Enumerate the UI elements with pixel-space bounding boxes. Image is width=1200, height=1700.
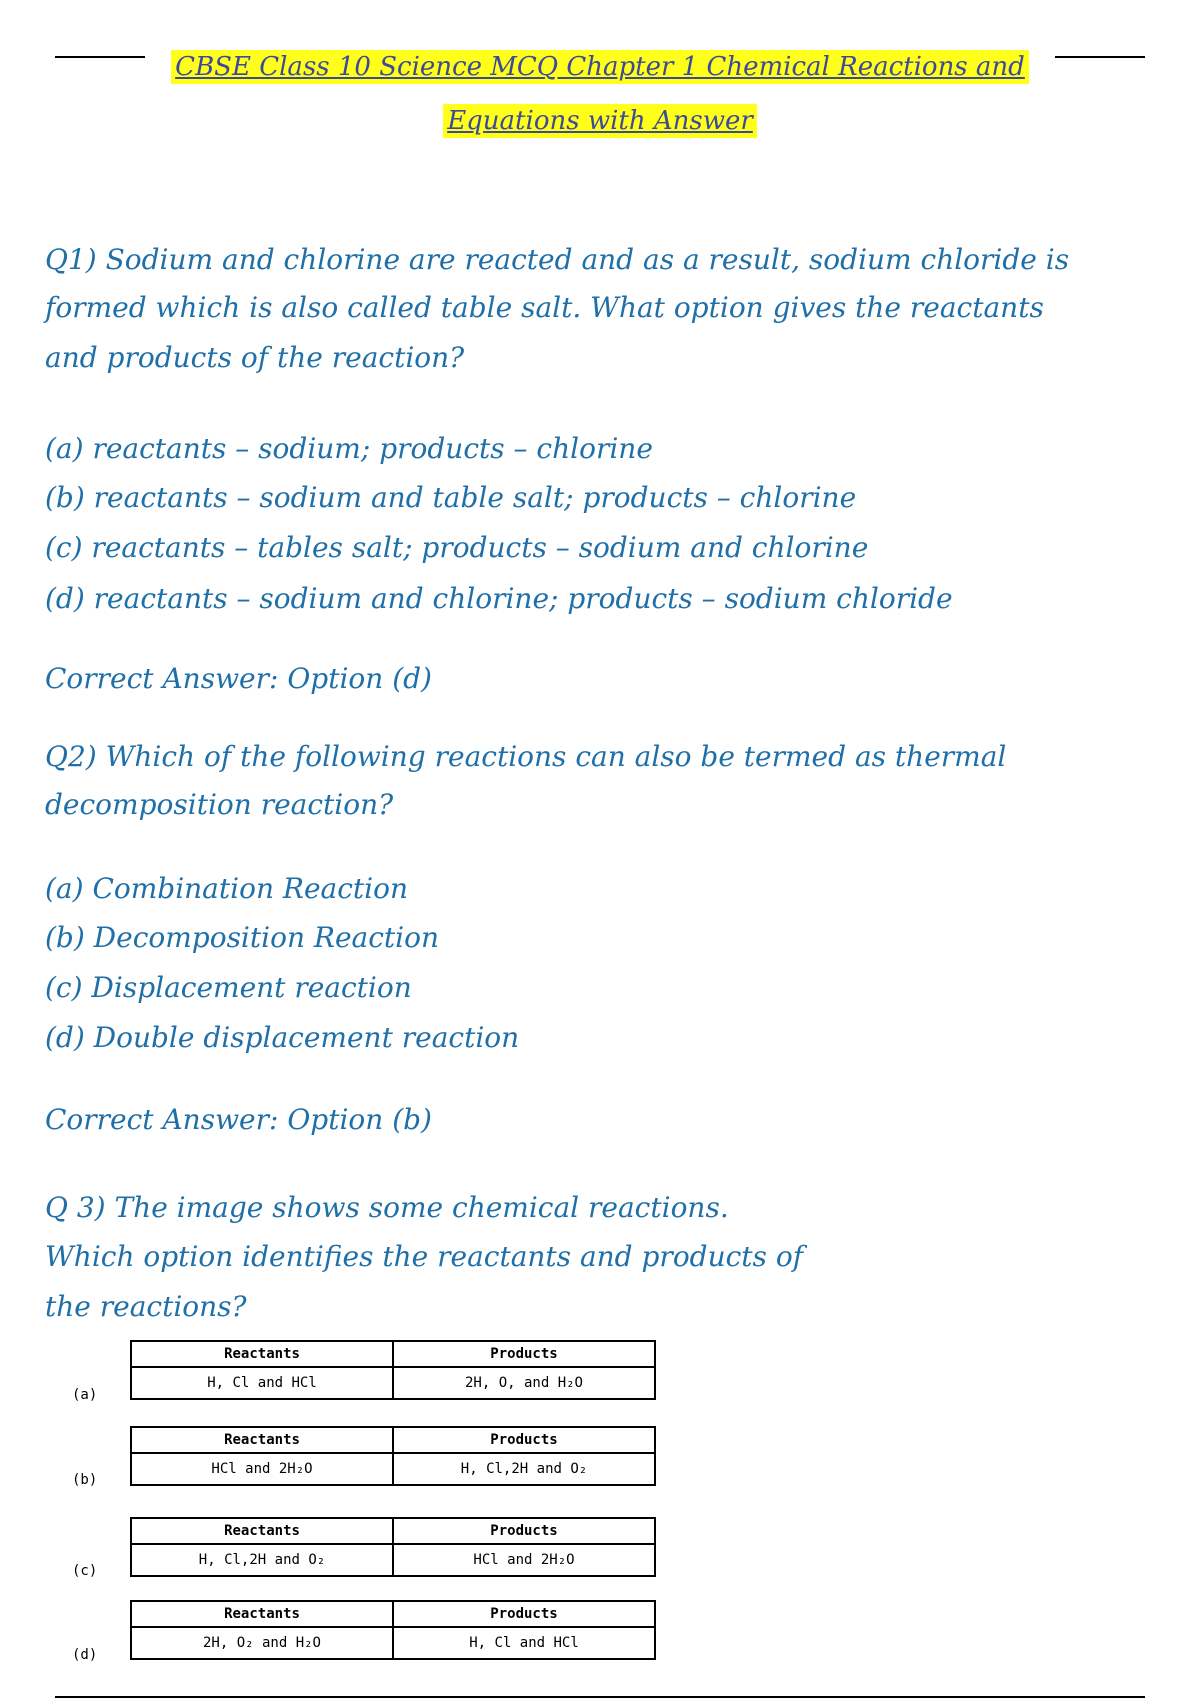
q1-line-3: and products of the reaction? <box>45 341 465 374</box>
table-cell-products: HCl and 2H₂O <box>393 1544 655 1576</box>
q2-line-1: Q2) Which of the following reactions can also be termed as thermal <box>45 740 1007 773</box>
table-cell-reactants: H, Cl and HCl <box>131 1367 393 1399</box>
table-header-reactants: Reactants <box>131 1518 393 1544</box>
table-header-products: Products <box>393 1341 655 1367</box>
table-cell-products: H, Cl and HCl <box>393 1627 655 1659</box>
q2-answer: Correct Answer: Option (b) <box>45 1103 432 1136</box>
q2-option-a: (a) Combination Reaction <box>45 872 409 905</box>
q2-line-2: decomposition reaction? <box>45 788 394 821</box>
q3-table-c-label: (c) <box>72 1563 98 1579</box>
title-line-1: CBSE Class 10 Science MCQ Chapter 1 Chemical Reactions and <box>0 52 1200 82</box>
q3-line-3: the reactions? <box>45 1290 247 1323</box>
q2-option-b: (b) Decomposition Reaction <box>45 921 440 954</box>
q3-table-b-label: (b) <box>72 1472 98 1488</box>
table-cell-products: 2H, O, and H₂O <box>393 1367 655 1399</box>
table-cell-reactants: H, Cl,2H and O₂ <box>131 1544 393 1576</box>
q3-line-1: Q 3) The image shows some chemical reactions. <box>45 1191 729 1224</box>
table-header-products: Products <box>393 1601 655 1627</box>
q2-option-d: (d) Double displacement reaction <box>45 1021 520 1054</box>
table-cell-products: H, Cl,2H and O₂ <box>393 1453 655 1485</box>
q3-table-b <box>130 1426 656 1486</box>
q1-option-a: (a) reactants – sodium; products – chlorine <box>45 432 653 465</box>
q2-option-c: (c) Displacement reaction <box>45 971 412 1004</box>
table-header-products: Products <box>393 1518 655 1544</box>
q3-table-d <box>130 1600 656 1660</box>
q1-line-1: Q1) Sodium and chlorine are reacted and as a result, sodium chloride is <box>45 243 1070 276</box>
title-line-2: Equations with Answer <box>0 106 1200 136</box>
table-header-reactants: Reactants <box>131 1427 393 1453</box>
q1-line-2: formed which is also called table salt. What option gives the reactants <box>45 291 1044 324</box>
q3-table-a-label: (a) <box>72 1387 98 1403</box>
q3-line-2: Which option identifies the reactants and products of <box>45 1240 804 1273</box>
q3-table-a <box>130 1340 656 1400</box>
q1-option-b: (b) reactants – sodium and table salt; products – chlorine <box>45 481 857 514</box>
table-cell-reactants: HCl and 2H₂O <box>131 1453 393 1485</box>
table-header-products: Products <box>393 1427 655 1453</box>
table-header-reactants: Reactants <box>131 1341 393 1367</box>
table-cell-reactants: 2H, O₂ and H₂O <box>131 1627 393 1659</box>
bottom-rule <box>55 1696 1145 1698</box>
q3-table-d-label: (d) <box>72 1647 98 1663</box>
q1-option-c: (c) reactants – tables salt; products – sodium and chlorine <box>45 531 869 564</box>
q1-answer: Correct Answer: Option (d) <box>45 662 432 695</box>
q3-table-c <box>130 1517 656 1577</box>
q1-option-d: (d) reactants – sodium and chlorine; products – sodium chloride <box>45 582 953 615</box>
table-header-reactants: Reactants <box>131 1601 393 1627</box>
